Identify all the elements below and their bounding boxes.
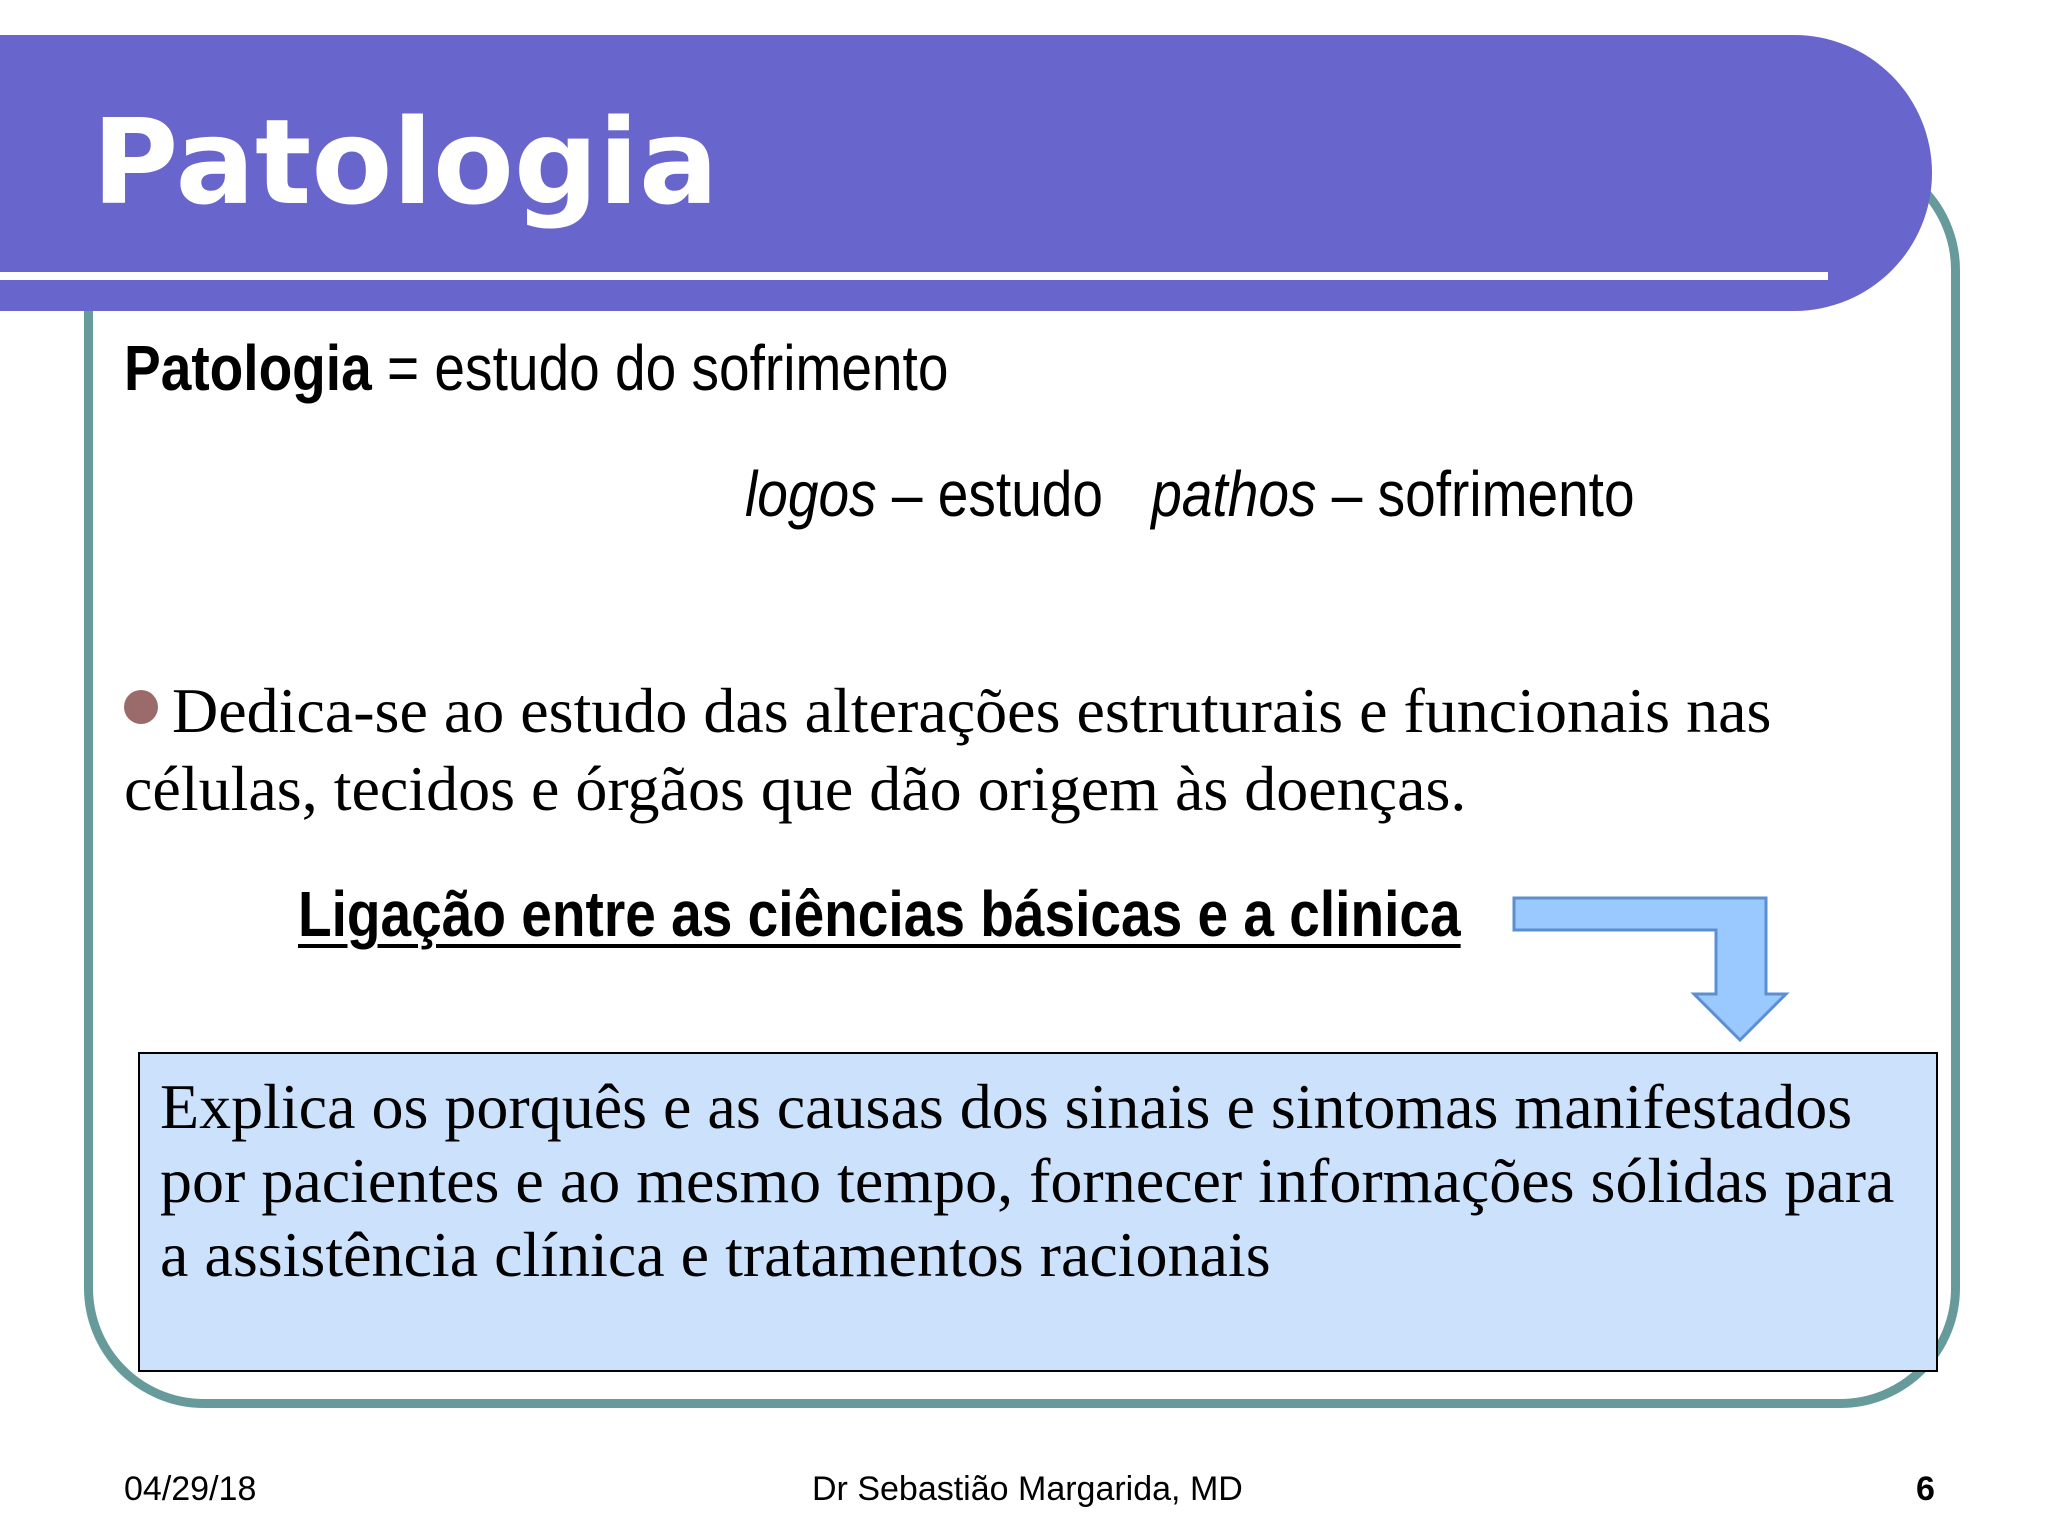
etymology-word-pathos: pathos [1151, 458, 1317, 530]
footer-date: 04/29/18 [124, 1470, 257, 1508]
bent-down-arrow-icon [1512, 896, 1794, 1044]
slide-title: Patologia [92, 93, 719, 231]
bullet-paragraph [124, 672, 1924, 828]
definition-term: Patologia [124, 332, 372, 404]
title-underline [0, 272, 1828, 280]
etymology-word-logos: logos [745, 458, 877, 530]
definition-line [124, 330, 948, 406]
footer-author: Dr Sebastião Margarida, MD [812, 1470, 1243, 1508]
link-heading: Ligação entre as ciências básicas e a clinica [298, 878, 1461, 950]
definition-text: = estudo do sofrimento [371, 332, 949, 404]
etymology-line [745, 456, 1635, 532]
etymology-meaning-pathos: – sofrimento [1316, 458, 1635, 530]
round-bullet-icon [124, 690, 158, 724]
bullet-text: Dedica-se ao estudo das alterações estruturais e funcionais nas células, tecidos e órgãos que dão origem às doenças. [124, 675, 1772, 824]
page-number: 6 [1916, 1470, 1935, 1508]
explanation-box: Explica os porquês e as causas dos sinais e sintomas manifestados por pacientes e ao mesmo tempo, fornecer informações sólidas para a assistência clínica e tratamentos racionais [138, 1052, 1938, 1372]
etymology-meaning-logos: – estudo [876, 458, 1104, 530]
